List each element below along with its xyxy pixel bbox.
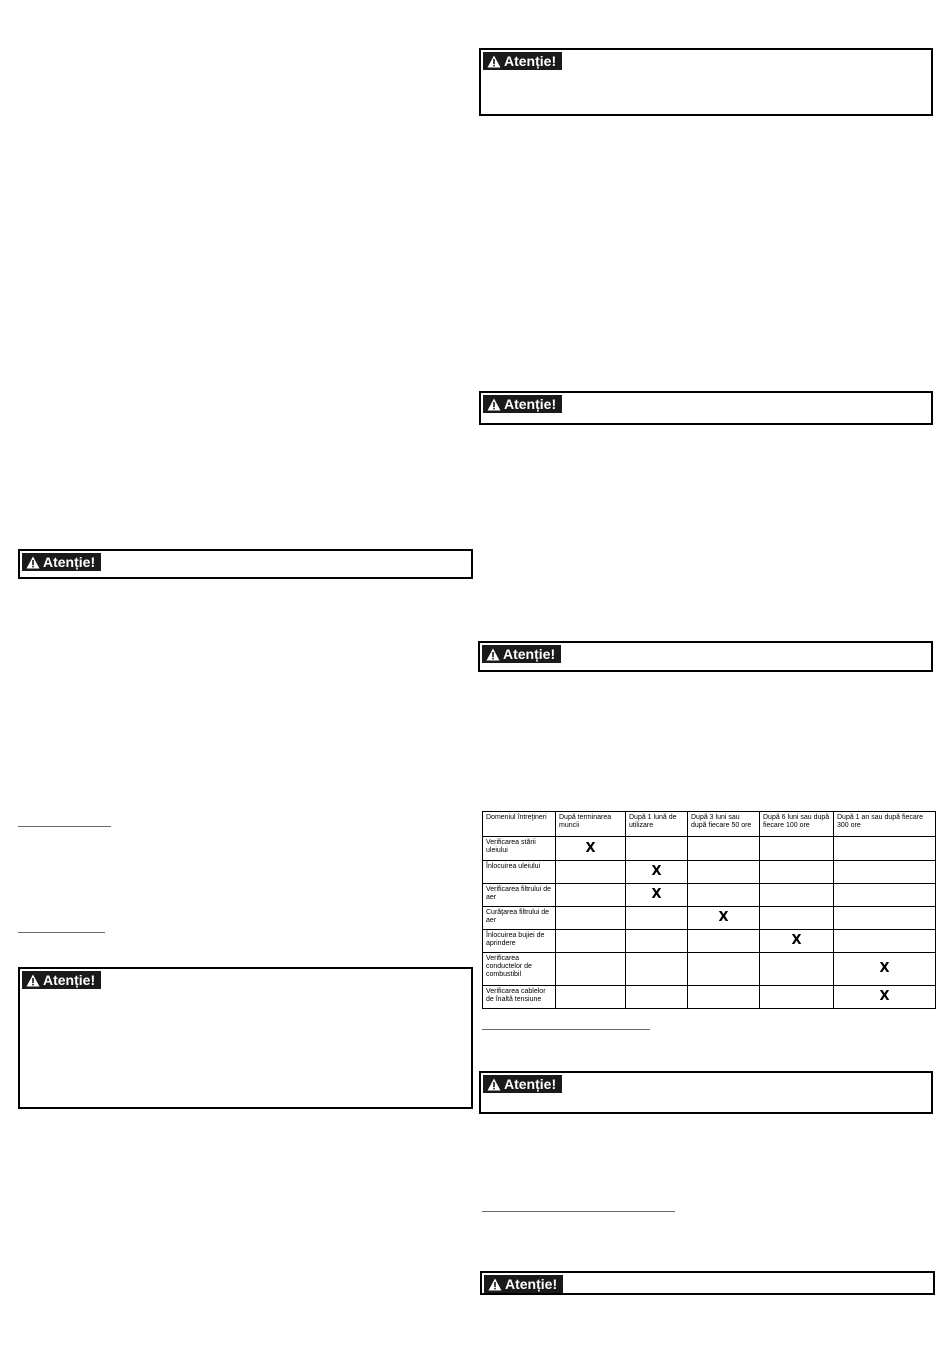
table-mark-cell xyxy=(556,986,626,1009)
table-mark-cell xyxy=(626,986,688,1009)
table-header-row xyxy=(483,812,936,837)
table-row xyxy=(483,884,936,907)
warning-label-text: Atenție! xyxy=(503,646,556,662)
table-mark-cell xyxy=(834,907,936,930)
warning-label-text: Atenție! xyxy=(43,972,96,988)
table-row xyxy=(483,861,936,884)
section-divider xyxy=(18,932,105,933)
warning-label-text: Atenție! xyxy=(504,1076,557,1092)
warning-label xyxy=(22,971,101,989)
table-row xyxy=(483,930,936,953)
table-mark-cell xyxy=(688,930,760,953)
table-mark-cell xyxy=(688,837,760,861)
warning-label xyxy=(482,645,561,663)
table-task-cell: Verificarea conductelor de combustibil xyxy=(483,953,556,986)
table-mark-cell: X xyxy=(556,837,626,861)
table-task-cell: Înlocuirea bujiei de aprindere xyxy=(483,930,556,953)
table-mark-cell xyxy=(626,930,688,953)
warning-triangle-icon xyxy=(26,974,40,987)
table-mark-cell xyxy=(834,884,936,907)
table-mark-cell: X xyxy=(834,953,936,986)
warning-box xyxy=(480,1271,935,1295)
table-mark-cell xyxy=(834,837,936,861)
section-divider xyxy=(482,1029,650,1030)
table-header-cell: După terminarea muncii xyxy=(556,812,626,837)
warning-label xyxy=(483,1075,562,1093)
warning-box xyxy=(479,391,933,425)
warning-label xyxy=(483,395,562,413)
table-mark-cell xyxy=(834,930,936,953)
table-header-cell: După 1 lună de utilizare xyxy=(626,812,688,837)
warning-triangle-icon xyxy=(487,55,501,68)
table-mark-cell xyxy=(760,837,834,861)
warning-triangle-icon xyxy=(26,556,40,569)
warning-box xyxy=(479,48,933,116)
section-divider xyxy=(482,1211,675,1212)
warning-label xyxy=(483,52,562,70)
table-mark-cell xyxy=(626,953,688,986)
warning-triangle-icon xyxy=(487,398,501,411)
warning-triangle-icon xyxy=(487,1078,501,1091)
table-mark-cell xyxy=(626,837,688,861)
table-mark-cell xyxy=(688,986,760,1009)
table-mark-cell xyxy=(556,953,626,986)
table-header-cell: După 3 luni sau după fiecare 50 ore xyxy=(688,812,760,837)
table-task-cell: Curăţarea filtrului de aer xyxy=(483,907,556,930)
warning-label-text: Atenție! xyxy=(43,554,96,570)
table-mark-cell xyxy=(626,907,688,930)
warning-label xyxy=(484,1275,563,1293)
table-row xyxy=(483,907,936,930)
warning-box xyxy=(479,1071,933,1114)
table-header-cell: După 1 an sau după fiecare 300 ore xyxy=(834,812,936,837)
table-row xyxy=(483,837,936,861)
table-task-cell: Verificarea cablelor de înaltă tensiune xyxy=(483,986,556,1009)
section-divider xyxy=(18,826,111,827)
warning-box xyxy=(478,641,933,672)
maintenance-schedule-table xyxy=(482,811,936,1009)
table-task-cell: Verificarea filtrului de aer xyxy=(483,884,556,907)
warning-triangle-icon xyxy=(486,648,500,661)
table-header-cell: După 6 luni sau după fiecare 100 ore xyxy=(760,812,834,837)
warning-triangle-icon xyxy=(488,1278,502,1291)
table-mark-cell: X xyxy=(760,930,834,953)
warning-box xyxy=(18,967,473,1109)
table-mark-cell xyxy=(556,861,626,884)
table-mark-cell: X xyxy=(626,884,688,907)
table-mark-cell xyxy=(556,907,626,930)
table-mark-cell xyxy=(688,861,760,884)
table-mark-cell xyxy=(556,930,626,953)
warning-label-text: Atenție! xyxy=(504,396,557,412)
warning-label-text: Atenție! xyxy=(504,53,557,69)
table-mark-cell xyxy=(760,861,834,884)
table-task-cell: Înlocuirea uleiului xyxy=(483,861,556,884)
table-mark-cell: X xyxy=(626,861,688,884)
table-mark-cell xyxy=(688,953,760,986)
table-mark-cell: X xyxy=(688,907,760,930)
table-task-cell: Verificarea stării uleiului xyxy=(483,837,556,861)
table-mark-cell xyxy=(834,861,936,884)
table-mark-cell xyxy=(760,953,834,986)
table-mark-cell xyxy=(688,884,760,907)
warning-box xyxy=(18,549,473,579)
table-mark-cell xyxy=(760,907,834,930)
table-row xyxy=(483,953,936,986)
table-header-cell: Domeniul întreţineri xyxy=(483,812,556,837)
warning-label xyxy=(22,553,101,571)
warning-label-text: Atenție! xyxy=(505,1276,558,1292)
table-row xyxy=(483,986,936,1009)
table-mark-cell xyxy=(760,884,834,907)
table-mark-cell: X xyxy=(834,986,936,1009)
table-mark-cell xyxy=(556,884,626,907)
table-mark-cell xyxy=(760,986,834,1009)
